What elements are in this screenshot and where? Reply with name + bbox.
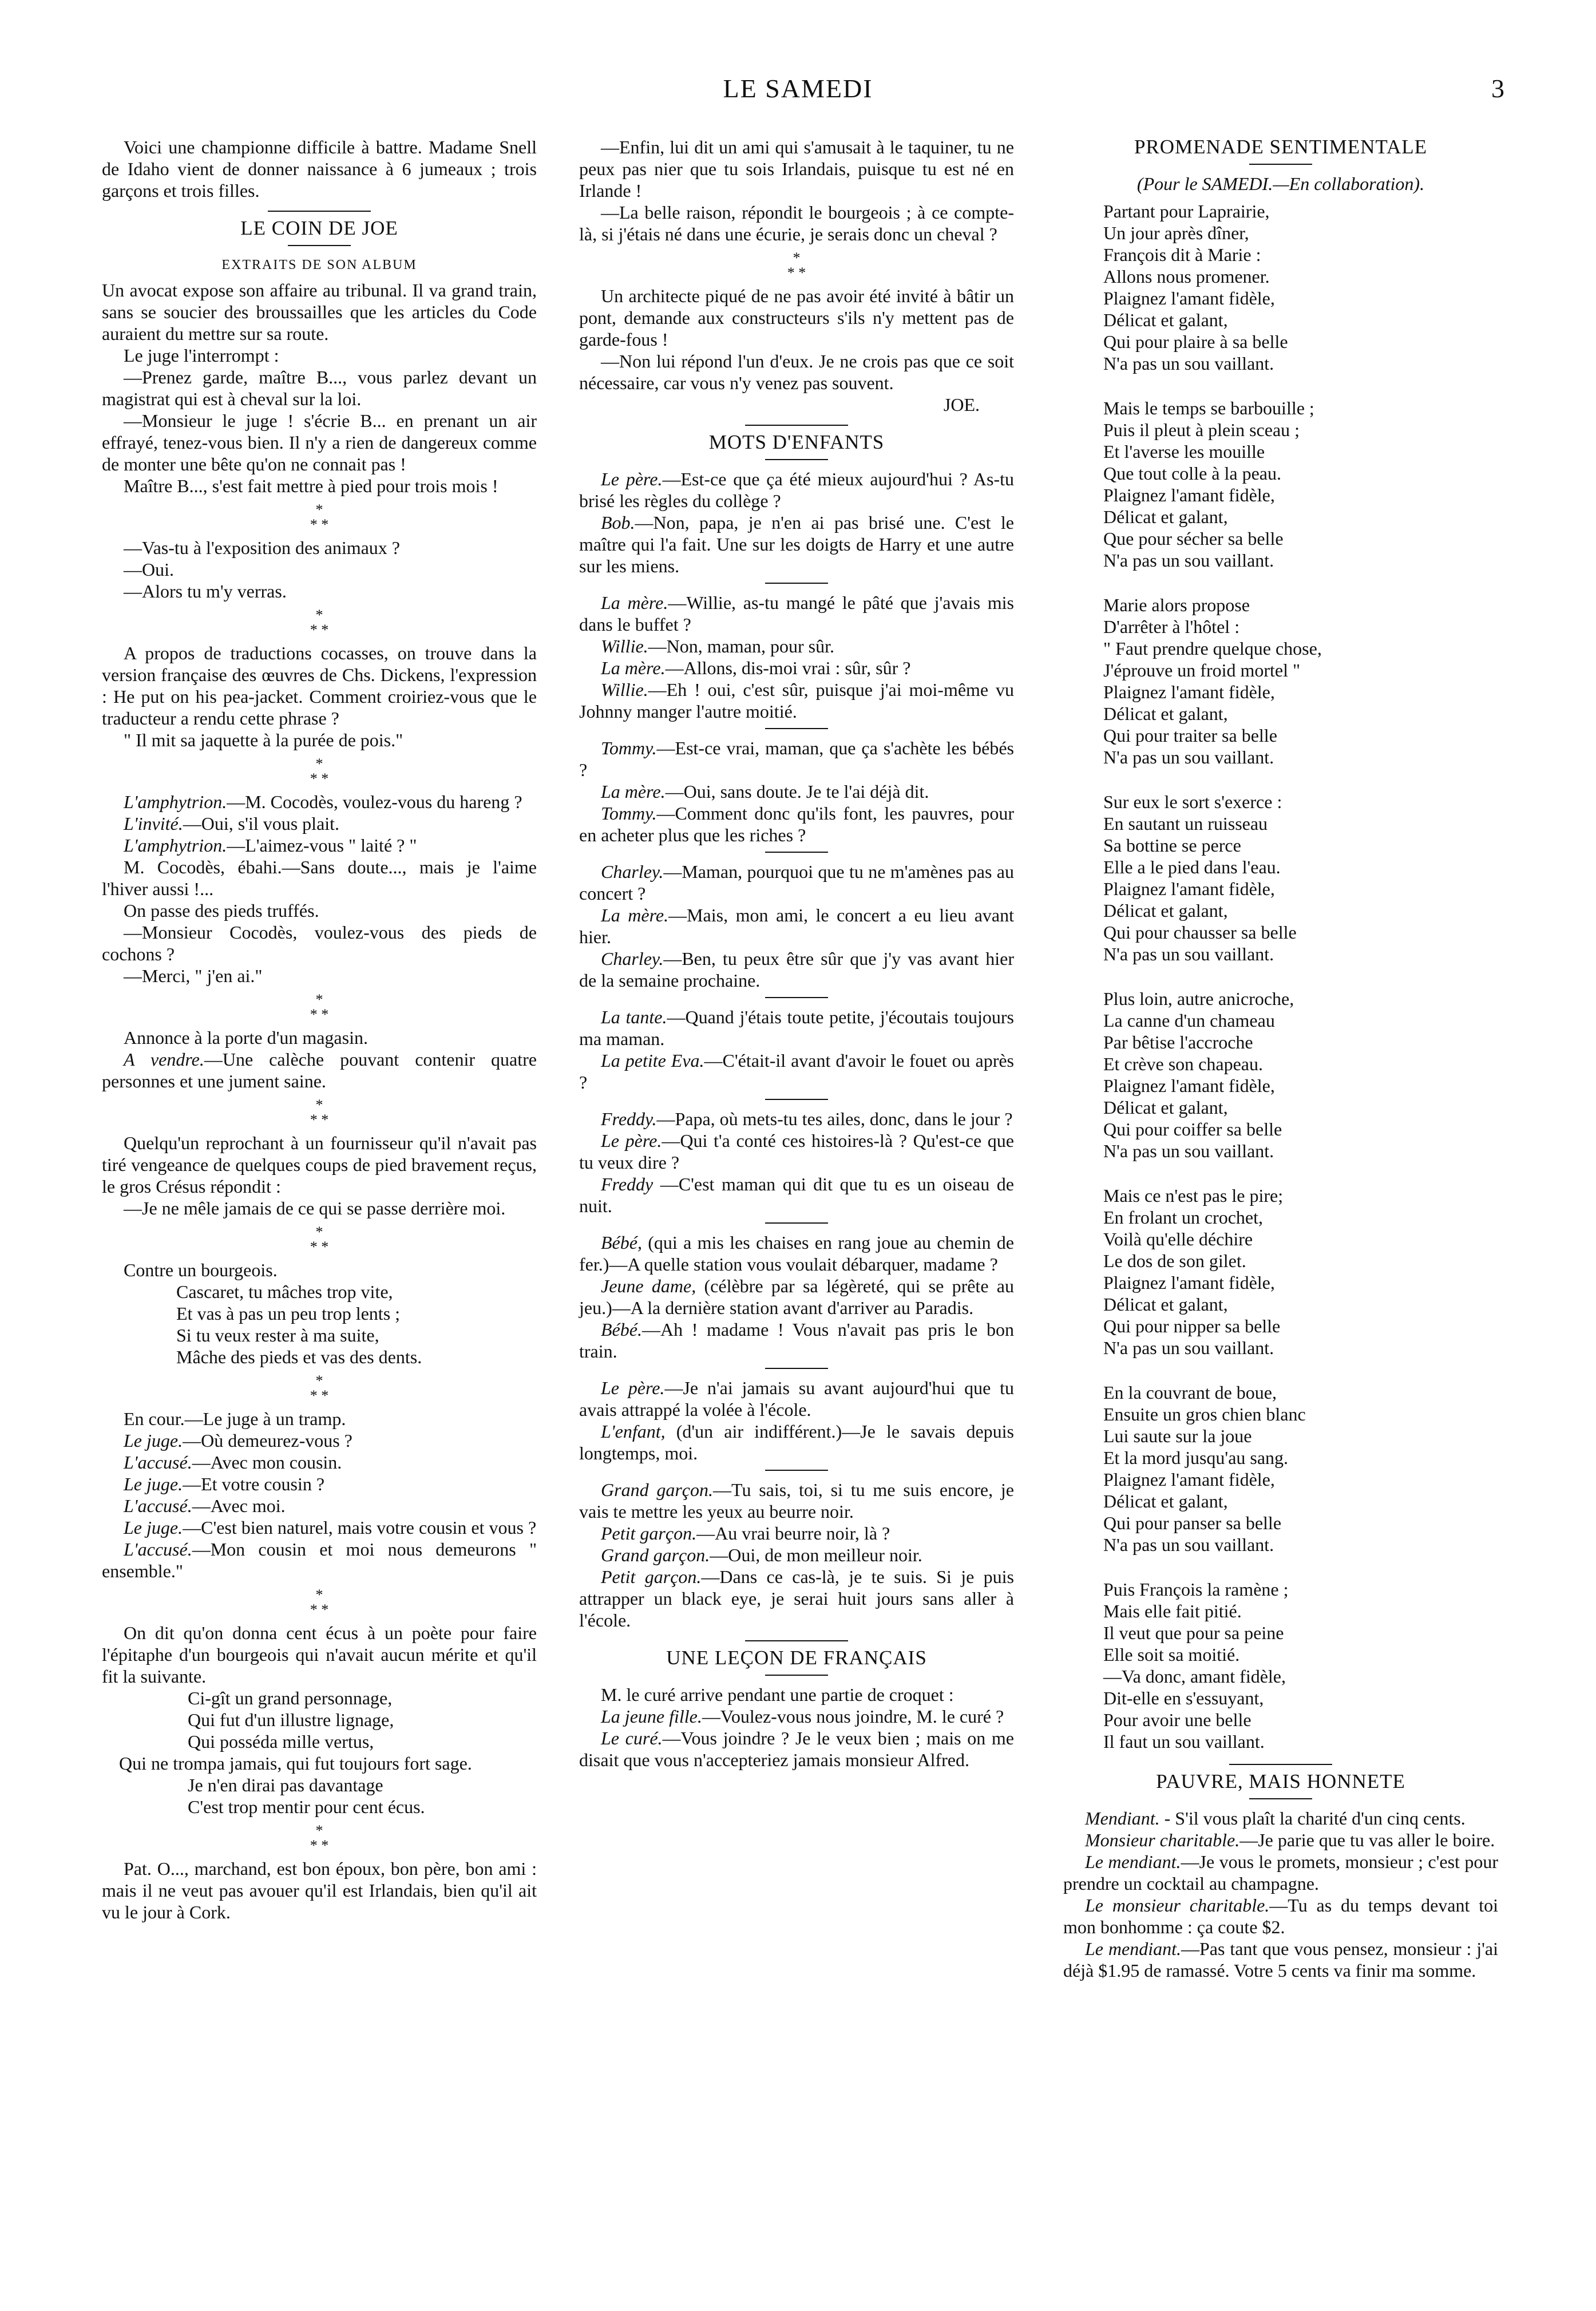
dialogue-line: —Voulez-vous nous joindre, M. le curé ? — [702, 1706, 1004, 1727]
dialogue-line: (célèbre par sa légèreté, qui se prête au jeu.)—A la dernière station avant d'arriver au Paradis. — [579, 1276, 1015, 1318]
poem-line: Délicat et galant, — [1103, 900, 1228, 921]
poem-line: N'a pas un sou vaillant. — [1103, 1337, 1274, 1358]
speaker: L'accusé. — [124, 1539, 192, 1560]
poem-line: N'a pas un sou vaillant. — [1103, 550, 1274, 571]
speaker: Mendiant. — [1085, 1808, 1160, 1829]
poem-line: Qui pour traiter sa belle — [1103, 725, 1277, 746]
poem-line: Et la mord jusqu'au sang. — [1103, 1447, 1289, 1468]
poem-line: N'a pas un sou vaillant. — [1103, 747, 1274, 767]
page-number: 3 — [1491, 74, 1504, 103]
paragraph: —Monsieur le juge ! s'écrie B... en prenant un air effrayé, tenez-vous bien. Il n'y a rien de dangereux comme de monter une bête qu'on ne connait pas ! — [102, 410, 537, 474]
dialogue-line: —Vous joindre ? Je le veux bien ; mais on me disait que vous n'accepteriez jamais monsieur Alfred. — [579, 1728, 1014, 1770]
divider — [765, 852, 828, 853]
poem-line: " Faut prendre quelque chose, — [1103, 638, 1322, 659]
poem-line: Délicat et galant, — [1103, 506, 1228, 527]
dialogue-line: —L'aimez-vous " laité ? " — [227, 835, 417, 856]
poem-line: N'a pas un sou vaillant. — [1103, 1141, 1274, 1161]
dialogue-line: —Je parie que tu vas aller le boire. — [1239, 1830, 1495, 1850]
poem-line: Allons nous promener. — [1103, 266, 1270, 287]
speaker: Willie. — [601, 679, 648, 700]
dialogue-line: —Et votre cousin ? — [183, 1474, 325, 1494]
paragraph: —Vas-tu à l'exposition des animaux ? — [124, 537, 400, 558]
dialogue-line: —Allons, dis-moi vrai : sûr, sûr ? — [665, 658, 911, 678]
anecdote — [579, 861, 1014, 991]
poem-line: En la couvrant de boue, — [1103, 1382, 1277, 1403]
speaker: Tommy. — [601, 803, 657, 824]
dialogue-line: (qui a mis les chaises en rang joue au chemin de fer.)—A quelle station vous voulait débarquer, madame ? — [579, 1232, 1014, 1275]
dialogue-cour — [102, 1430, 537, 1582]
speaker: La mère. — [601, 781, 666, 802]
anecdote — [579, 468, 1014, 577]
section-title-pauvre: PAUVRE, MAIS HONNETE — [1156, 1770, 1405, 1792]
poem-line: Dit-elle en s'essuyant, — [1103, 1688, 1264, 1708]
dialogue-line: —Monsieur Cocodès, voulez-vous des pieds de cochons ? — [102, 922, 537, 964]
speaker: Le juge. — [124, 1430, 183, 1451]
divider — [765, 1675, 828, 1676]
speaker: L'amphytrion. — [124, 835, 227, 856]
section-subtitle: EXTRAITS DE SON ALBUM — [221, 258, 417, 272]
column-2 — [579, 136, 1014, 1771]
poem-line: Et l'averse les mouille — [1103, 441, 1265, 462]
page-header — [92, 73, 1504, 119]
paragraph: —Alors tu m'y verras. — [124, 581, 287, 602]
anecdote — [579, 1377, 1014, 1464]
poem-line: Délicat et galant, — [1103, 1491, 1228, 1511]
dialogue-line: —C'est maman qui dit que tu es un oiseau de nuit. — [579, 1174, 1014, 1216]
speaker: Le juge. — [124, 1517, 183, 1538]
speaker: Tommy. — [601, 738, 657, 758]
asterism-icon: * * * — [310, 991, 329, 1023]
poem-line: J'éprouve un froid mortel " — [1103, 660, 1301, 680]
poem-stanza — [1063, 1578, 1498, 1752]
poem-line: Puis François la ramène ; — [1103, 1579, 1289, 1600]
verse-block — [102, 1281, 537, 1368]
divider — [765, 728, 828, 729]
speaker: A vendre. — [124, 1049, 204, 1070]
anecdote — [579, 1479, 1014, 1631]
divider — [1229, 1764, 1332, 1765]
dialogue-line: —Tu sais, toi, si tu me suis encore, je vais te mettre les yeux au beurre noir. — [579, 1479, 1015, 1522]
poem-line: Par bêtise l'accroche — [1103, 1032, 1253, 1052]
speaker: L'accusé. — [124, 1452, 192, 1473]
poem-line: Délicat et galant, — [1103, 703, 1228, 724]
poem-line: Pour avoir une belle — [1103, 1709, 1252, 1730]
asterism-icon: * * * — [310, 1097, 329, 1128]
poem-line: Un jour après dîner, — [1103, 223, 1249, 243]
dialogue-line: —Ben, tu peux être sûr que j'y vas avant hier de la semaine prochaine. — [579, 948, 1014, 991]
divider — [765, 997, 828, 998]
speaker: Le mendiant. — [1085, 1851, 1181, 1872]
divider — [765, 583, 828, 584]
poem-line: Délicat et galant, — [1103, 1097, 1228, 1118]
poem-line: N'a pas un sou vaillant. — [1103, 1534, 1274, 1555]
speaker: L'invité. — [124, 813, 183, 834]
poem-line: Sa bottine se perce — [1103, 835, 1241, 856]
poem-line: Puis il pleut à plein sceau ; — [1103, 420, 1300, 440]
speaker: Le père. — [601, 1378, 665, 1398]
asterism-icon: * * * — [310, 501, 329, 533]
dialogue-line: —Maman, pourquoi que tu ne m'amènes pas au concert ? — [579, 861, 1014, 904]
poem-line: Elle a le pied dans l'eau. — [1103, 857, 1281, 877]
poem-line: Que tout colle à la peau. — [1103, 463, 1281, 484]
paragraph: Le juge l'interrompt : — [124, 345, 279, 366]
speaker: Grand garçon. — [601, 1545, 710, 1565]
verse-line: C'est trop mentir pour cent écus. — [188, 1796, 425, 1817]
column-3 — [1063, 136, 1498, 1981]
anecdote — [579, 1108, 1014, 1217]
dialogue-line: —Une calèche pouvant contenir quatre personnes et une jument saine. — [102, 1049, 537, 1091]
speaker: Willie. — [601, 636, 648, 656]
dialogue-line: —Où demeurez-vous ? — [183, 1430, 353, 1451]
divider — [765, 1470, 828, 1471]
dialogue-line: —Je vous le promets, monsieur ; c'est pour prendre un cocktail au champagne. — [1063, 1851, 1499, 1894]
poem-line: Mais elle fait pitié. — [1103, 1601, 1242, 1621]
anecdote — [579, 1006, 1014, 1093]
poem — [1063, 200, 1498, 1752]
paragraph: —Prenez garde, maître B..., vous parlez devant un magistrat qui est à cheval sur la loi. — [102, 367, 537, 409]
poem-stanza — [1063, 1185, 1498, 1359]
dialogue-line: —Oui, sans doute. Je te l'ai déjà dit. — [665, 781, 929, 802]
poem-line: En frolant un crochet, — [1103, 1207, 1263, 1228]
speaker: La mère. — [601, 658, 666, 678]
poem-line: Ensuite un gros chien blanc — [1103, 1404, 1306, 1424]
speaker: La petite Eva. — [601, 1050, 704, 1071]
anecdote — [579, 592, 1014, 722]
poem-line: Plus loin, autre anicroche, — [1103, 988, 1294, 1009]
poem-line: Plaignez l'amant fidèle, — [1103, 288, 1275, 308]
dialogue-hareng — [102, 791, 537, 987]
dialogue-line: —Oui, s'il vous plait. — [183, 813, 340, 834]
paragraph: —Non lui répond l'un d'eux. Je ne crois pas que ce soit nécessaire, car vous n'y venez pas souvent. — [579, 351, 1014, 393]
divider — [765, 1368, 828, 1369]
poem-line: Sur eux le sort s'exerce : — [1103, 792, 1282, 812]
poem-line: Il faut un sou vaillant. — [1103, 1731, 1265, 1752]
asterism-icon: * * * — [310, 607, 329, 638]
poem-stanza — [1063, 594, 1498, 768]
section-title-mots-denfants: MOTS D'ENFANTS — [708, 431, 885, 453]
divider — [1249, 164, 1312, 165]
verse-line: Qui ne trompa jamais, qui fut toujours fort sage. — [119, 1753, 472, 1774]
poem-line: Que pour sécher sa belle — [1103, 528, 1284, 549]
dialogue-line: —Mais, mon ami, le concert a eu lieu avant hier. — [579, 905, 1015, 947]
speaker: Le monsieur charitable. — [1085, 1895, 1270, 1916]
poem-line: Mais le temps se barbouille ; — [1103, 398, 1314, 418]
poem-line: Mais ce n'est pas le pire; — [1103, 1185, 1284, 1206]
asterism-icon: * * * — [310, 1224, 329, 1255]
poem-line: Plaignez l'amant fidèle, — [1103, 1469, 1275, 1490]
dialogue-line: —Avec moi. — [192, 1495, 286, 1516]
poem-line: Qui pour coiffer sa belle — [1103, 1119, 1282, 1139]
anecdote — [579, 1232, 1014, 1362]
poem-line: Qui pour chausser sa belle — [1103, 922, 1297, 943]
dialogue-line: M. Cocodès, ébahi.—Sans doute..., mais je l'aime l'hiver aussi !... — [102, 857, 537, 899]
dialogue-line: —Tu as du temps devant toi mon bonhomme : ça coute $2. — [1063, 1895, 1499, 1937]
speaker: Le père. — [601, 1130, 662, 1151]
speaker: Grand garçon. — [601, 1479, 714, 1500]
poem-line: Partant pour Laprairie, — [1103, 201, 1270, 221]
speaker: L'enfant, — [601, 1421, 666, 1442]
poem-line: François dit à Marie : — [1103, 244, 1261, 265]
divider — [765, 459, 828, 460]
speaker: Charley. — [601, 861, 664, 882]
section-title-coin-de-joe: LE COIN DE JOE — [240, 217, 398, 239]
speaker: Le mendiant. — [1085, 1938, 1181, 1959]
speaker: Le curé. — [601, 1728, 663, 1748]
dialogue-line: (d'un air indifférent.)—Je le savais depuis longtemps, moi. — [579, 1421, 1014, 1463]
divider — [745, 1640, 848, 1641]
speaker: Charley. — [601, 948, 664, 969]
speaker: Freddy. — [601, 1109, 657, 1129]
asterism-icon: * * * — [787, 250, 806, 281]
signature: JOE. — [943, 394, 980, 415]
poem-stanza — [1063, 200, 1498, 374]
dialogue-line: —Dans ce cas-là, je te suis. Si je puis attrapper un black eye, je serai huit jours sans aller à l'école. — [579, 1566, 1015, 1631]
poem-line: Délicat et galant, — [1103, 310, 1228, 330]
speaker: La mère. — [601, 592, 668, 613]
dialogue-line: —Willie, as-tu mangé le pâté que j'avais mis dans le buffet ? — [579, 592, 1014, 635]
paragraph: Maître B..., s'est fait mettre à pied pour trois mois ! — [124, 476, 498, 496]
speaker: Bébé, — [601, 1232, 642, 1253]
poem-stanza — [1063, 1382, 1498, 1556]
poem-line: Délicat et galant, — [1103, 1294, 1228, 1315]
speaker: La jeune fille. — [601, 1706, 702, 1727]
paragraph: —Oui. — [124, 559, 174, 580]
verse-line: Mâche des pieds et vas des dents. — [176, 1347, 422, 1367]
paragraph: Annonce à la porte d'un magasin. — [124, 1027, 368, 1048]
dialogue-line: —Est-ce que ça été mieux aujourd'hui ? As-tu brisé les règles du collège ? — [579, 469, 1015, 511]
asterism-icon: * * * — [310, 1586, 329, 1618]
dialogue-line: M. le curé arrive pendant une partie de croquet : — [601, 1684, 954, 1705]
poem-line: Lui saute sur la joue — [1103, 1426, 1252, 1446]
poem-stanza — [1063, 791, 1498, 965]
paragraph: A propos de traductions cocasses, on trouve dans la version française des œuvres de Chs. Dickens, l'expression : He put on his pea-jacket. Comment croiriez-vous que le traducteur a rendu cette phrase ? — [102, 643, 537, 729]
poem-line: Plaignez l'amant fidèle, — [1103, 879, 1275, 899]
poem-line: Qui pour nipper sa belle — [1103, 1316, 1281, 1336]
poem-line: D'arrêter à l'hôtel : — [1103, 616, 1240, 637]
verse-line: Et vas à pas un peu trop lents ; — [176, 1303, 401, 1324]
dialogue-line: —Papa, où mets-tu tes ailes, donc, dans le jour ? — [656, 1109, 1013, 1129]
dialogue-line: —Au vrai beurre noir, là ? — [696, 1523, 890, 1544]
poem-line: N'a pas un sou vaillant. — [1103, 944, 1274, 964]
paragraph: —Enfin, lui dit un ami qui s'amusait à le taquiner, tu ne peux pas nier que tu sois Irlandais, puisque tu est né en Irlande ! — [579, 137, 1014, 201]
verse-line: Qui fut d'un illustre lignage, — [188, 1709, 394, 1730]
verse-block — [102, 1687, 537, 1818]
asterism-icon: * * * — [310, 755, 329, 787]
speaker: L'accusé. — [124, 1495, 192, 1516]
speaker: Petit garçon. — [601, 1523, 697, 1544]
paragraph: Pat. O..., marchand, est bon époux, bon père, bon ami : mais il ne veut pas avouer qu'il est Irlandais, bien qu'il ait vu le jour à Cork. — [102, 1858, 537, 1922]
divider — [288, 245, 351, 246]
poem-line: Qui pour panser sa belle — [1103, 1513, 1282, 1533]
paragraph: On dit qu'on donna cent écus à un poète pour faire l'épitaphe d'un bourgeois qui n'avait aucun mérite et qu'il fit la suivante. — [102, 1623, 537, 1687]
intro-paragraph: Voici une championne difficile à battre. Madame Snell de Idaho vient de donner naissance à 6 jumeaux ; trois garçons et trois filles. — [102, 137, 537, 201]
byline: (Pour le SAMEDI.—En collaboration). — [1136, 173, 1425, 194]
dialogue-line: —Pas tant que vous pensez, monsieur : j'ai déjà $1.95 de ramassé. Votre 5 cents va finir ma somme. — [1063, 1938, 1499, 1981]
dialogue-line: —Ah ! madame ! Vous n'avait pas pris le bon train. — [579, 1319, 1014, 1362]
column-1 — [102, 136, 537, 1923]
verse-line: Qui posséda mille vertus, — [188, 1731, 374, 1752]
dialogue-line: - S'il vous plaît la charité d'un cinq cents. — [1159, 1808, 1466, 1829]
dialogue-line: —C'est bien naturel, mais votre cousin et vous ? — [183, 1517, 537, 1538]
divider — [268, 211, 371, 212]
paragraph: Un architecte piqué de ne pas avoir été invité à bâtir un pont, demande aux constructeurs s'ils n'y mettent pas de garde-fous ! — [579, 286, 1014, 350]
poem-line: Plaignez l'amant fidèle, — [1103, 682, 1275, 702]
dialogue-line: —Oui, de mon meilleur noir. — [710, 1545, 922, 1565]
dialogue-line: —Mon cousin et moi nous demeurons " ensemble." — [102, 1539, 537, 1581]
paragraph: " Il mit sa jaquette à la purée de pois." — [124, 730, 403, 750]
poem-line: Voilà qu'elle déchire — [1103, 1229, 1253, 1249]
paragraph: —La belle raison, répondit le bourgeois ; à ce compte-là, si j'étais né dans une écurie, je serais donc un cheval ? — [579, 202, 1014, 244]
dialogue-line: —M. Cocodès, voulez-vous du hareng ? — [227, 792, 522, 812]
divider — [1249, 1798, 1312, 1799]
divider — [765, 1222, 828, 1224]
dialogue-line: —Non, papa, je n'en ai pas brisé une. C'est le maître qui l'a fait. Une sur les doigts de Harry et une autre sur les miens. — [579, 512, 1014, 576]
paragraph: Contre un bourgeois. — [124, 1260, 278, 1280]
poem-line: Qui pour plaire à sa belle — [1103, 331, 1288, 352]
speaker: La tante. — [601, 1007, 667, 1027]
poem-line: Le dos de son gilet. — [1103, 1251, 1246, 1271]
anecdote — [579, 737, 1014, 846]
speaker: Bob. — [601, 512, 635, 533]
speaker: Le juge. — [124, 1474, 183, 1494]
divider — [745, 425, 848, 426]
section-title-promenade: PROMENADE SENTIMENTALE — [1134, 136, 1428, 158]
newspaper-title: LE SAMEDI — [723, 74, 873, 103]
poem-line: Il veut que pour sa peine — [1103, 1623, 1284, 1643]
dialogue-line: —Eh ! oui, c'est sûr, puisque j'ai moi-même vu Johnny manger l'autre moitié. — [579, 679, 1014, 722]
poem-line: —Va donc, amant fidèle, — [1103, 1666, 1286, 1687]
speaker: L'amphytrion. — [124, 792, 227, 812]
asterism-icon: * * * — [310, 1372, 329, 1404]
paragraph: En cour.—Le juge à un tramp. — [124, 1408, 346, 1429]
verse-line: Si tu veux rester à ma suite, — [176, 1325, 379, 1346]
poem-line: La canne d'un chameau — [1103, 1010, 1275, 1031]
poem-line: Plaignez l'amant fidèle, — [1103, 1272, 1275, 1293]
poem-line: En sautant un ruisseau — [1103, 813, 1268, 834]
poem-line: Plaignez l'amant fidèle, — [1103, 485, 1275, 505]
dialogue-line: —Comment donc qu'ils font, les pauvres, pour en acheter plus que les riches ? — [579, 803, 1014, 845]
speaker: Le père. — [601, 469, 663, 489]
dialogue-line: —Quand j'étais toute petite, j'écoutais toujours ma maman. — [579, 1007, 1015, 1049]
dialogue-line: —Merci, " j'en ai." — [124, 965, 263, 986]
poem-line: Elle soit sa moitié. — [1103, 1644, 1240, 1665]
poem-stanza — [1063, 988, 1498, 1162]
paragraph: Un avocat expose son affaire au tribunal. Il va grand train, sans se soucier des broussailles que les articles du Code auraient du mettre sur sa route. — [102, 280, 537, 344]
speaker: Monsieur charitable. — [1085, 1830, 1240, 1850]
asterism-icon: * * * — [310, 1822, 329, 1854]
dialogue-line: —Avec mon cousin. — [192, 1452, 342, 1473]
speaker: Petit garçon. — [601, 1566, 702, 1587]
divider — [765, 1099, 828, 1100]
poem-stanza — [1063, 397, 1498, 571]
dialogue-line: —Non, maman, pour sûr. — [648, 636, 834, 656]
dialogue-line: —Est-ce vrai, maman, que ça s'achète les bébés ? — [579, 738, 1014, 780]
poem-line: N'a pas un sou vaillant. — [1103, 353, 1274, 374]
speaker: Jeune dame, — [601, 1276, 696, 1296]
verse-line: Cascaret, tu mâches trop vite, — [176, 1281, 393, 1302]
poem-line: Marie alors propose — [1103, 595, 1250, 615]
verse-line: Je n'en dirai pas davantage — [188, 1775, 383, 1795]
paragraph: —Je ne mêle jamais de ce qui se passe derrière moi. — [124, 1198, 506, 1218]
dialogue-line: —Qui t'a conté ces histoires-là ? Qu'est-ce que tu veux dire ? — [579, 1130, 1015, 1173]
speaker: Bébé. — [601, 1319, 642, 1340]
dialogue-line: —C'était-il avant d'avoir le fouet ou après ? — [579, 1050, 1015, 1093]
dialogue-line: —Je n'ai jamais su avant aujourd'hui que tu avais attrappé la volée à l'école. — [579, 1378, 1015, 1420]
verse-line: Ci-gît un grand personnage, — [188, 1688, 393, 1708]
speaker: La mère. — [601, 905, 669, 925]
paragraph: Quelqu'un reprochant à un fournisseur qu'il n'avait pas tiré vengeance de quelques coups de pied bravement reçus, le gros Crésus répondit : — [102, 1133, 537, 1197]
dialogue-line: On passe des pieds truffés. — [124, 900, 319, 921]
speaker: Freddy — [601, 1174, 654, 1194]
section-title-lecon: UNE LEÇON DE FRANÇAIS — [666, 1647, 927, 1669]
poem-line: Plaignez l'amant fidèle, — [1103, 1075, 1275, 1096]
poem-line: Et crève son chapeau. — [1103, 1054, 1263, 1074]
